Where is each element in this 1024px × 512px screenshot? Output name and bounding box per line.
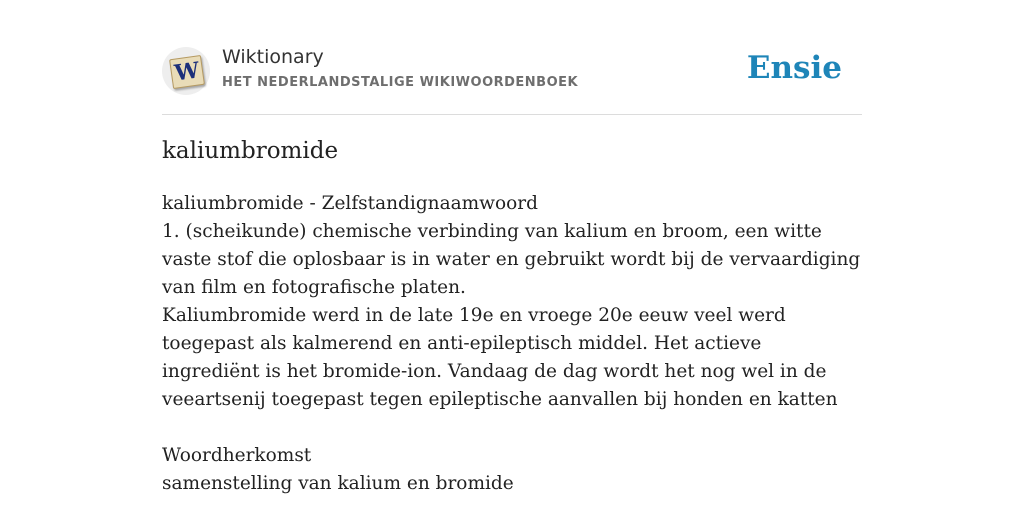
page-title: kaliumbromide	[162, 138, 339, 164]
entry-content	[162, 190, 862, 498]
entry-heading: kaliumbromide - Zelfstandignaamwoord	[162, 193, 538, 214]
logo-tile: W	[169, 55, 205, 89]
ensie-brand-logo[interactable]: Ensie	[746, 50, 842, 86]
site-subtitle: HET NEDERLANDSTALIGE WIKIWOORDENBOEK	[222, 75, 579, 90]
etymology-heading: Woordherkomst	[162, 445, 312, 466]
site-name[interactable]: Wiktionary	[222, 46, 324, 68]
wiktionary-logo-icon[interactable]	[162, 47, 210, 95]
entry-description: Kaliumbromide werd in de late 19e en vroege 20e eeuw veel werd toegepast als kalmerend en anti-epileptisch middel. Het actieve ingrediënt is het bromide-ion. Vandaag de dag wordt het nog wel in de veeartsenij toegepast tegen epileptische aanvallen bij honden en katten	[162, 305, 838, 410]
spacer	[162, 414, 862, 442]
header	[162, 44, 862, 115]
entry-definition: 1. (scheikunde) chemische verbinding van kalium en broom, een witte vaste stof die oplosbaar is in water en gebruikt wordt bij de vervaardiging van film en fotografische platen.	[162, 221, 861, 298]
etymology-text: samenstelling van kalium en bromide	[162, 473, 514, 494]
